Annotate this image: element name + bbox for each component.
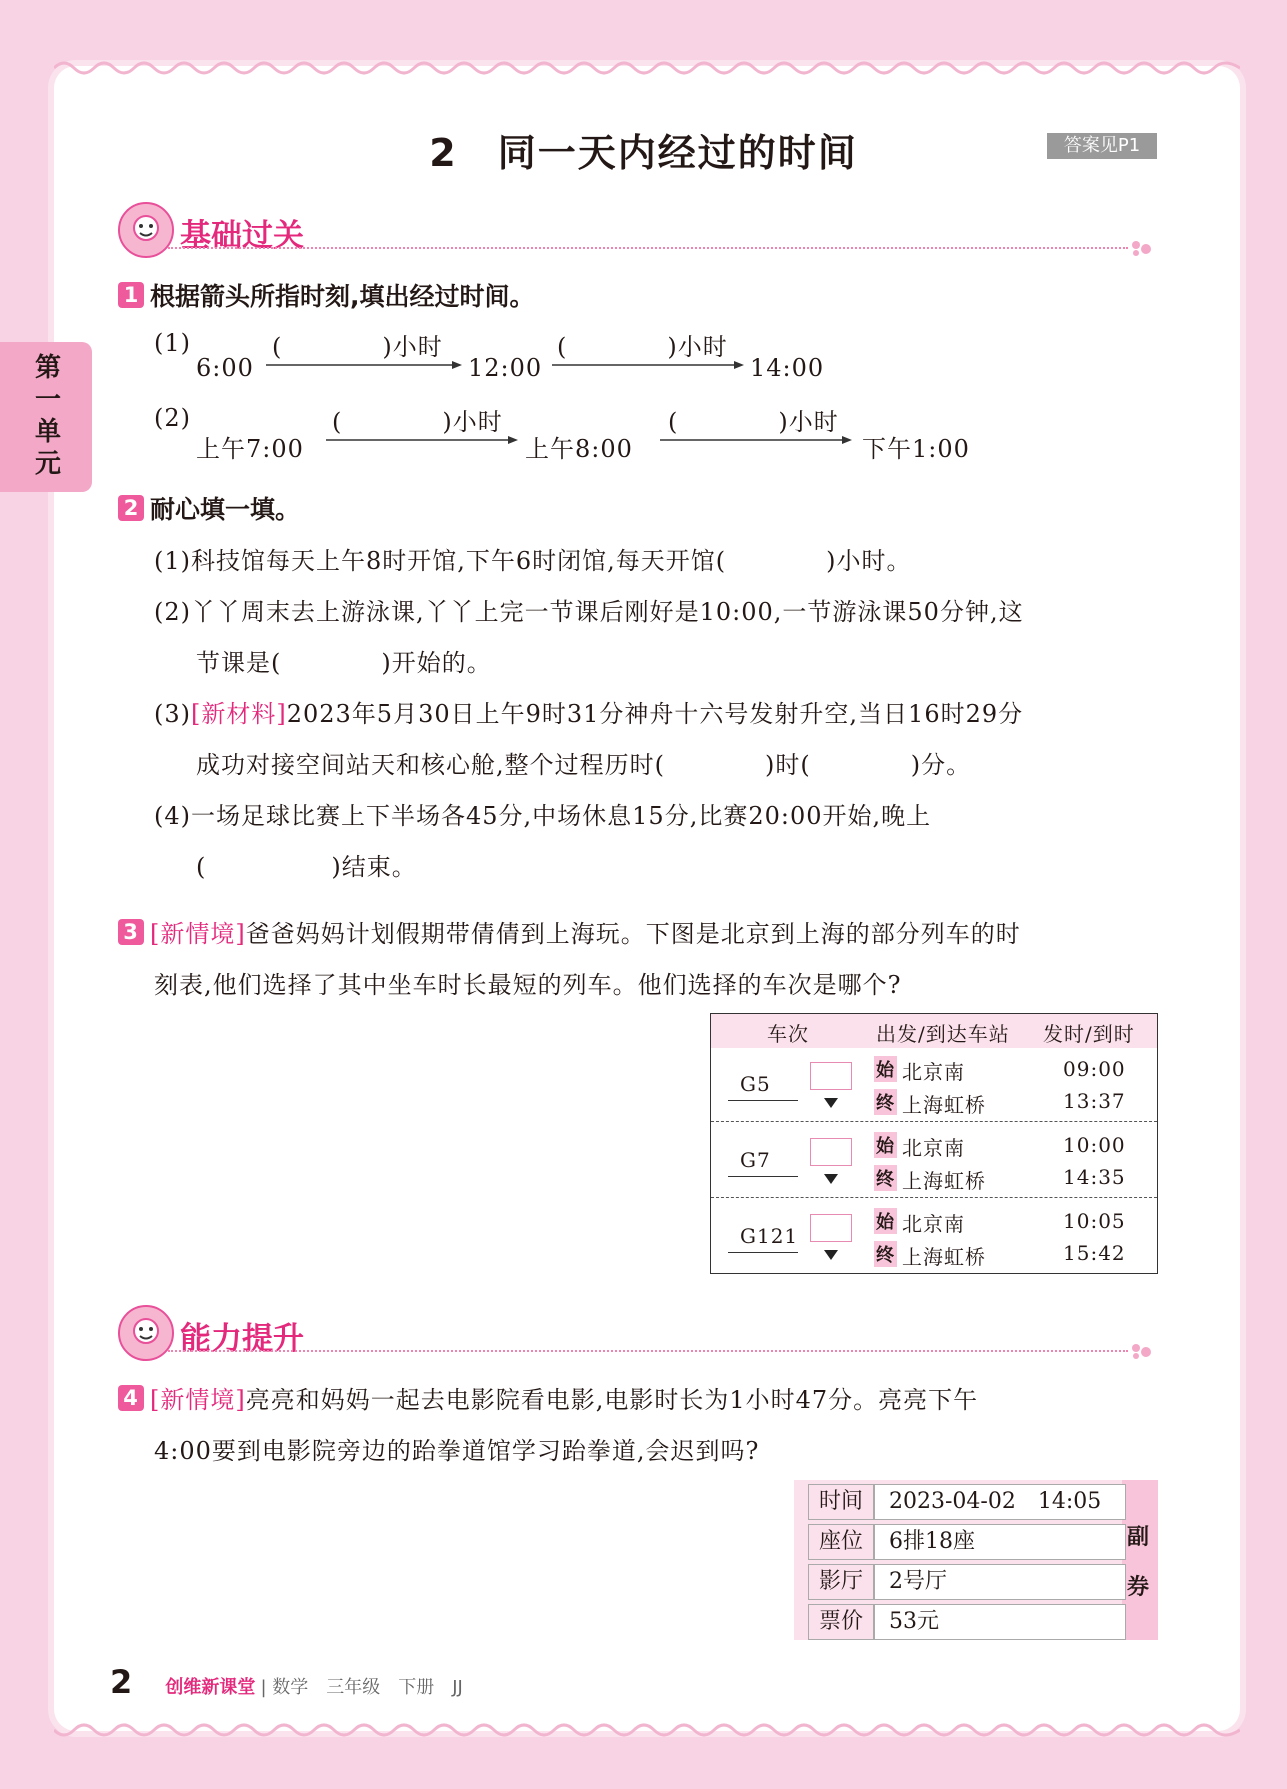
wavy-top-border [54, 54, 1240, 78]
book-info: | 数学 三年级 下册 JJ [260, 1677, 463, 1698]
question-1-title [118, 277, 535, 313]
unit-side-tab [0, 342, 92, 492]
q1-part2-time3: 下午1:00 [862, 435, 970, 463]
q2-line3b: 成功对接空间站天和核心舱,整个过程历时( )时( )分。 [196, 751, 972, 779]
ticket-field-value: 53元 [874, 1604, 1126, 1640]
q1-part1-time2: 12:00 [468, 354, 543, 382]
ticket-field-label: 座位 [808, 1524, 874, 1560]
decor-dots-icon [1128, 1340, 1158, 1360]
q1-part1-blank2: ( )小时 [557, 333, 728, 361]
ticket-stub-char2: 券 [1127, 1575, 1151, 1600]
question-text: 根据箭头所指时刻,填出经过时间。 [150, 282, 535, 311]
timetable-header-station: 出发/到达车站 [876, 1022, 1010, 1046]
wavy-bottom-border [54, 1720, 1240, 1744]
train-underline [728, 1100, 798, 1101]
start-mark: 始 [874, 1208, 897, 1234]
train-underline [728, 1252, 798, 1253]
ticket-stub [1122, 1480, 1158, 1640]
arrival-time: 14:35 [1063, 1165, 1126, 1189]
section-divider [168, 1350, 1128, 1352]
departure-time: 09:00 [1063, 1057, 1126, 1081]
question-number: 2 [118, 495, 144, 521]
train-number: G7 [740, 1148, 771, 1172]
ticket-field-value: 2023-04-02 14:05 [874, 1484, 1126, 1520]
ticket-field-value: 6排18座 [874, 1524, 1126, 1560]
dropdown-triangle-icon [824, 1174, 838, 1184]
train-underline [728, 1176, 798, 1177]
arrival-time: 15:42 [1063, 1241, 1126, 1265]
q1-part1-label: (1) [154, 329, 191, 357]
question-number: 3 [118, 919, 144, 945]
question-2-title [118, 490, 300, 526]
section-header-basic [118, 202, 1158, 260]
q1-part1-time3: 14:00 [750, 354, 825, 382]
end-mark: 终 [874, 1165, 897, 1191]
mascot-icon [118, 202, 174, 258]
timetable-header-time: 发时/到时 [1043, 1022, 1135, 1046]
question-4-line2: 4:00要到电影院旁边的跆拳道馆学习跆拳道,会迟到吗? [154, 1437, 760, 1465]
question-text: 耐心填一填。 [150, 495, 301, 524]
q1-part2-blank1: ( )小时 [332, 408, 503, 436]
ticket-field-value: 2号厅 [874, 1564, 1126, 1600]
ticket-field-label: 影厅 [808, 1564, 874, 1600]
unit-label: 第一单元 [30, 353, 61, 481]
departure-time: 10:00 [1063, 1133, 1126, 1157]
dropdown-triangle-icon [824, 1098, 838, 1108]
answer-reference-badge: 答案见P1 [1047, 133, 1157, 159]
row-divider [711, 1121, 1157, 1122]
start-mark: 始 [874, 1132, 897, 1158]
q1-part2-label: (2) [154, 404, 191, 432]
q2-line2b: 节课是( )开始的。 [196, 649, 492, 677]
row-divider [711, 1197, 1157, 1198]
ticket-stub-char1: 副 [1127, 1525, 1151, 1550]
q2-part3-label: (3) [154, 700, 191, 728]
q1-part2-time2: 上午8:00 [525, 435, 633, 463]
q1-part1-blank1: ( )小时 [272, 333, 443, 361]
q1-part2-blank2: ( )小时 [668, 408, 839, 436]
decor-dots-icon [1128, 237, 1158, 257]
question-3-line1 [118, 914, 1021, 949]
q2-line1: (1)科技馆每天上午8时开馆,下午6时闭馆,每天开馆( )小时。 [154, 547, 912, 575]
arrow-icon [326, 433, 522, 447]
id-card-icon [810, 1062, 852, 1090]
arrival-time: 13:37 [1063, 1089, 1126, 1113]
arrow-icon [552, 358, 748, 372]
section-title: 能力提升 [180, 1321, 304, 1357]
end-mark: 终 [874, 1241, 897, 1267]
question-text: 爸爸妈妈计划假期带倩倩到上海玩。下图是北京到上海的部分列车的时 [245, 920, 1021, 948]
arrow-icon [266, 358, 466, 372]
mascot-icon [118, 1305, 174, 1361]
q2-part3-text: 2023年5月30日上午9时31分神舟十六号发射升空,当日16时29分 [286, 700, 1024, 728]
arrival-station: 上海虹桥 [902, 1245, 986, 1269]
question-number: 4 [118, 1385, 144, 1411]
q2-line4b: ( )结束。 [196, 853, 417, 881]
arrival-station: 上海虹桥 [902, 1169, 986, 1193]
section-divider [168, 247, 1128, 249]
q1-part1-time1: 6:00 [196, 354, 254, 382]
new-material-tag: [新材料] [191, 700, 287, 728]
id-card-icon [810, 1214, 852, 1242]
section-header-advanced [118, 1305, 1158, 1363]
dropdown-triangle-icon [824, 1250, 838, 1260]
page-title: 2 同一天内经过的时间 [429, 131, 858, 175]
departure-station: 北京南 [902, 1060, 965, 1084]
arrow-icon [660, 433, 856, 447]
page-number: 2 [110, 1663, 133, 1701]
q1-part2-time1: 上午7:00 [196, 435, 304, 463]
start-mark: 始 [874, 1056, 897, 1082]
question-4-line1 [118, 1380, 978, 1415]
question-3-line2: 刻表,他们选择了其中坐车时长最短的列车。他们选择的车次是哪个? [154, 971, 902, 999]
end-mark: 终 [874, 1089, 897, 1115]
timetable-header-train: 车次 [767, 1022, 809, 1046]
question-number: 1 [118, 282, 144, 308]
ticket-field-label: 时间 [808, 1484, 874, 1520]
page-footer [110, 1663, 463, 1701]
q2-line3a [154, 694, 1023, 729]
departure-station: 北京南 [902, 1136, 965, 1160]
section-title: 基础过关 [180, 218, 304, 254]
new-context-tag: [新情境] [150, 920, 246, 948]
q2-line4a: (4)一场足球比赛上下半场各45分,中场休息15分,比赛20:00开始,晚上 [154, 802, 932, 830]
arrival-station: 上海虹桥 [902, 1093, 986, 1117]
new-context-tag: [新情境] [150, 1386, 246, 1414]
train-number: G121 [740, 1224, 799, 1248]
train-number: G5 [740, 1072, 771, 1096]
question-text: 亮亮和妈妈一起去电影院看电影,电影时长为1小时47分。亮亮下午 [245, 1386, 979, 1414]
q2-line2a: (2)丫丫周末去上游泳课,丫丫上完一节课后刚好是10:00,一节游泳课50分钟,这 [154, 598, 1024, 626]
departure-time: 10:05 [1063, 1209, 1126, 1233]
departure-station: 北京南 [902, 1212, 965, 1236]
id-card-icon [810, 1138, 852, 1166]
ticket-field-label: 票价 [808, 1604, 874, 1640]
brand-name: 创维新课堂 [165, 1677, 256, 1698]
